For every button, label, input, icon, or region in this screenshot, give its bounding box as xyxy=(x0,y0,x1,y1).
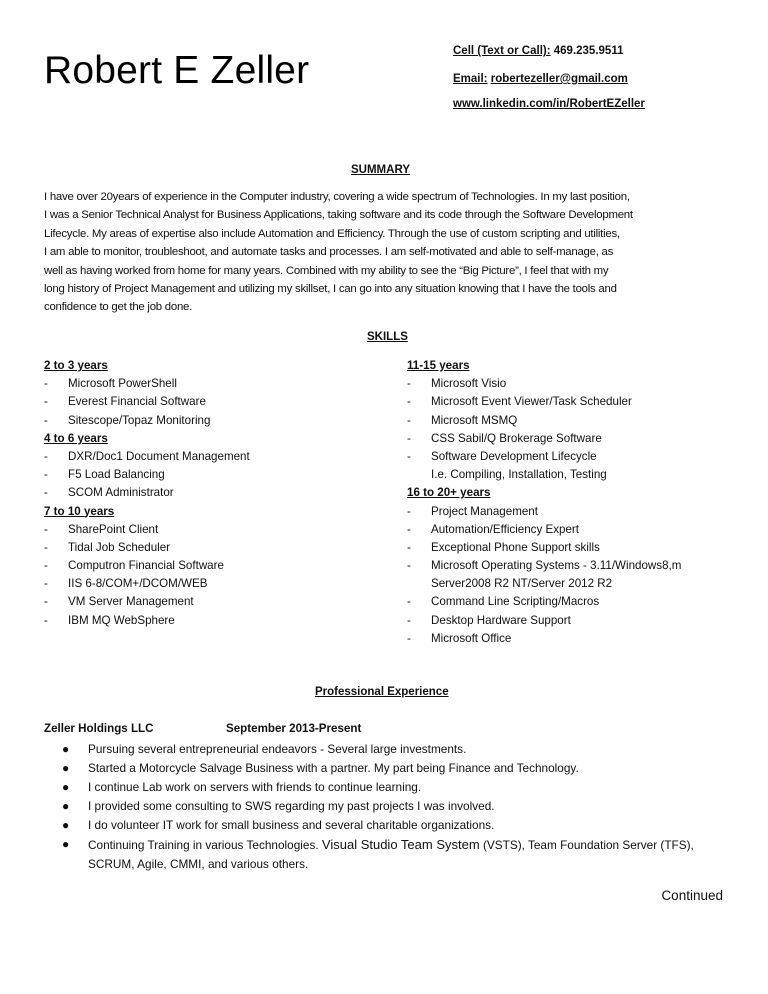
bullet-icon: ● xyxy=(62,837,70,851)
skill-item: - VM Server Management xyxy=(44,595,194,609)
summary-line: confidence to get the job done. xyxy=(44,301,193,314)
job-header xyxy=(44,722,362,735)
skill-item: - IIS 6-8/COM+/DCOM/WEB xyxy=(44,577,208,591)
contact-cell xyxy=(453,45,623,57)
skill-item: - Sitescope/Topaz Monitoring xyxy=(44,413,211,427)
experience-heading: Professional Experience xyxy=(315,686,449,698)
skill-item: - Command Line Scripting/Macros xyxy=(407,595,600,609)
bullet-item: ● I do volunteer IT work for small business and several charitable organizations. xyxy=(62,816,742,835)
bullet-item: ● I continue Lab work on servers with friends to continue learning. xyxy=(62,778,742,797)
skill-item: - Computron Financial Software xyxy=(44,559,224,573)
summary-line: I have over 20years of experience in the Computer industry, covering a wide spectrum of Technologies. In my last position, xyxy=(44,191,630,203)
skill-item: - Exceptional Phone Support skills xyxy=(407,540,600,554)
bullet-icon: ● xyxy=(62,742,70,756)
skill-item: - IBM MQ WebSphere xyxy=(44,613,175,627)
linkedin-link[interactable]: www.linkedin.com/in/RobertEZeller xyxy=(453,98,645,110)
skill-item: - Project Management xyxy=(407,504,538,518)
skill-item: - Everest Financial Software xyxy=(44,395,206,409)
skill-item: - Microsoft PowerShell xyxy=(44,377,177,391)
skills-left-column xyxy=(44,357,384,630)
skill-item: - Microsoft Operating Systems - 3.11/Windows8,m xyxy=(407,559,682,573)
skill-item: - Software Development Lifecycle xyxy=(407,449,597,463)
email-label: Email: xyxy=(453,73,488,85)
bullet-item: ● Started a Motorcycle Salvage Business with a partner. My part being Finance and Technology. xyxy=(62,759,742,778)
bullet-item: ● I provided some consulting to SWS regarding my past projects I was involved. xyxy=(62,797,742,816)
skill-item: - SharePoint Client xyxy=(44,522,159,536)
summary-line: well as having worked from home for many years. Combined with my ability to see the “Big Picture”, I feel that with my xyxy=(44,264,609,277)
skill-item: - SCOM Administrator xyxy=(44,486,174,500)
skill-item: - Microsoft Event Viewer/Task Scheduler xyxy=(407,395,632,409)
job-bullets xyxy=(62,740,742,874)
job-dates: September 2013-Present xyxy=(226,722,362,735)
summary-paragraph xyxy=(44,188,734,317)
company-name: Zeller Holdings LLC xyxy=(44,722,154,735)
skill-item: - DXR/Doc1 Document Management xyxy=(44,449,250,463)
bullet-item: ● Pursuing several entrepreneurial endeavors - Several large investments. xyxy=(62,740,742,759)
continued-label: Continued xyxy=(661,888,723,903)
summary-line: I am able to monitor, troubleshoot, and automate tasks and processes. I am self-motivated and able to self-manage, as xyxy=(44,246,614,259)
summary-line: long history of Project Management and utilizing my skillset, I can go into any situation knowing that I have the tools and xyxy=(44,283,617,296)
cell-value: 469.235.9511 xyxy=(550,45,624,57)
skill-item: - Microsoft MSMQ xyxy=(407,413,518,427)
skill-category: 7 to 10 years xyxy=(44,504,115,518)
summary-heading: SUMMARY xyxy=(351,164,410,176)
skill-category: 2 to 3 years xyxy=(44,359,108,372)
skill-item: - CSS Sabil/Q Brokerage Software xyxy=(407,431,602,445)
bullet-icon: ● xyxy=(62,818,70,832)
summary-line: Lifecycle. My areas of expertise also include Automation and Efficiency. Through the use of custom scripting and utilities, xyxy=(44,227,620,240)
skill-item: - Desktop Hardware Support xyxy=(407,613,571,627)
email-link[interactable]: robertezeller@gmail.com xyxy=(490,73,628,85)
skill-item: - Microsoft Office xyxy=(407,631,512,645)
cell-label: Cell (Text or Call): xyxy=(453,45,551,57)
skill-item-continuation: I.e. Compiling, Installation, Testing xyxy=(431,468,607,482)
skill-category: 16 to 20+ years xyxy=(407,486,491,500)
skill-item: - Automation/Efficiency Expert xyxy=(407,522,580,536)
skill-item: - Microsoft Visio xyxy=(407,377,507,391)
skills-heading: SKILLS xyxy=(367,331,408,343)
bullet-icon: ● xyxy=(62,799,70,813)
contact-email xyxy=(453,73,628,85)
bullet-icon: ● xyxy=(62,780,70,794)
skill-item-continuation: Server2008 R2 NT/Server 2012 R2 xyxy=(431,577,613,591)
bullet-icon: ● xyxy=(62,761,70,775)
skill-category: 4 to 6 years xyxy=(44,431,108,445)
skill-item: - Tidal Job Scheduler xyxy=(44,540,171,554)
summary-line: I was a Senior Technical Analyst for Business Applications, taking software and its code through the Software Development xyxy=(44,209,633,222)
skill-category: 11-15 years xyxy=(407,359,470,372)
bullet-item: ● Continuing Training in various Technologies. Visual Studio Team System (VSTS), Team Foundation Server (TFS), xyxy=(62,837,694,852)
bullet-item-continuation: SCRUM, Agile, CMMI, and various others. xyxy=(88,857,309,871)
skills-right-column xyxy=(407,357,737,648)
candidate-name: Robert E Zeller xyxy=(44,49,310,92)
skill-item: - F5 Load Balancing xyxy=(44,468,165,482)
